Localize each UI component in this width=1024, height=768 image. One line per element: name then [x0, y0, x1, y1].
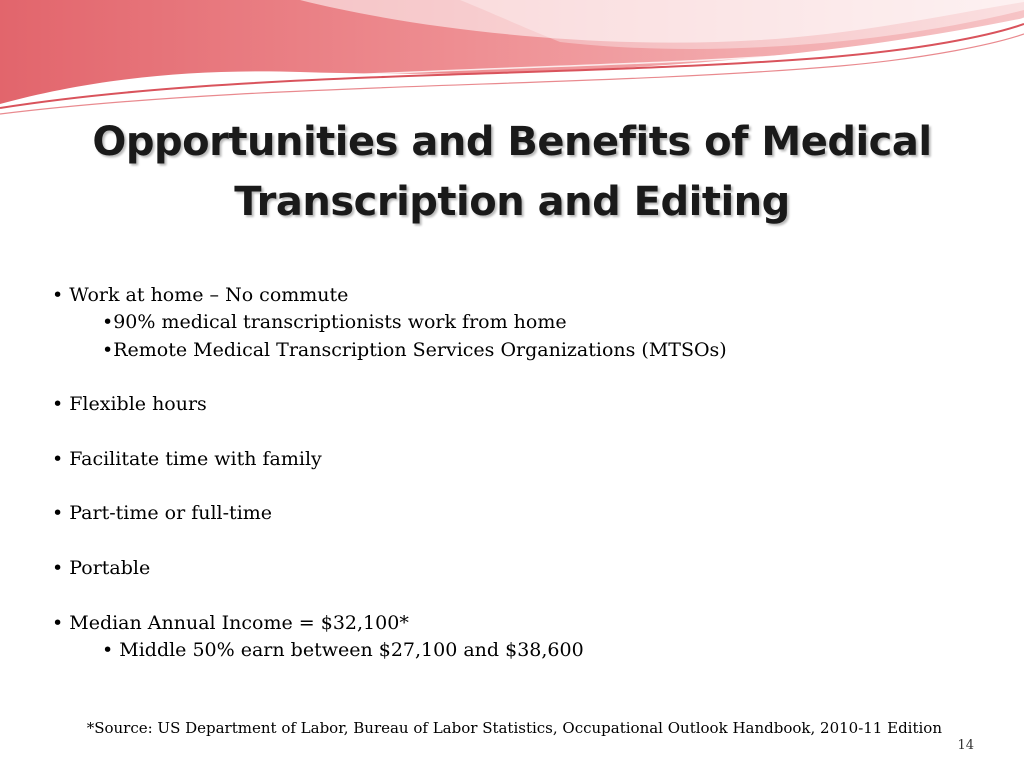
bullet-spacer: [52, 528, 992, 555]
bullet-list: [52, 282, 992, 664]
sub-bullet-item: •90% medical transcriptionists work from home: [102, 311, 567, 334]
bullet-spacer: [52, 364, 992, 391]
sub-bullet-item: •Remote Medical Transcription Services Organizations (MTSOs): [102, 338, 727, 361]
bullet-spacer: [52, 582, 992, 609]
page-number: 14: [957, 738, 974, 753]
title-line-1: Opportunities and Benefits of Medical: [92, 119, 932, 165]
bullet-spacer: [52, 418, 992, 445]
slide-title: [40, 112, 984, 232]
source-footnote: *Source: US Department of Labor, Bureau of Labor Statistics, Occupational Outlook Handbook, 2010-11 Edition: [86, 719, 942, 737]
bullet-item: • Median Annual Income = $32,100*: [52, 611, 409, 634]
bullet-item: • Portable: [52, 556, 151, 579]
bullet-item: • Part-time or full-time: [52, 502, 273, 525]
bullet-item: • Work at home – No commute: [52, 284, 349, 306]
bullet-spacer: [52, 473, 992, 500]
bullet-item: • Facilitate time with family: [52, 447, 322, 470]
bullet-item: • Flexible hours: [52, 393, 207, 416]
sub-bullet-item: • Middle 50% earn between $27,100 and $38,600: [102, 638, 584, 661]
decorative-banner: [0, 0, 1024, 120]
title-line-2: Transcription and Editing: [234, 179, 790, 225]
